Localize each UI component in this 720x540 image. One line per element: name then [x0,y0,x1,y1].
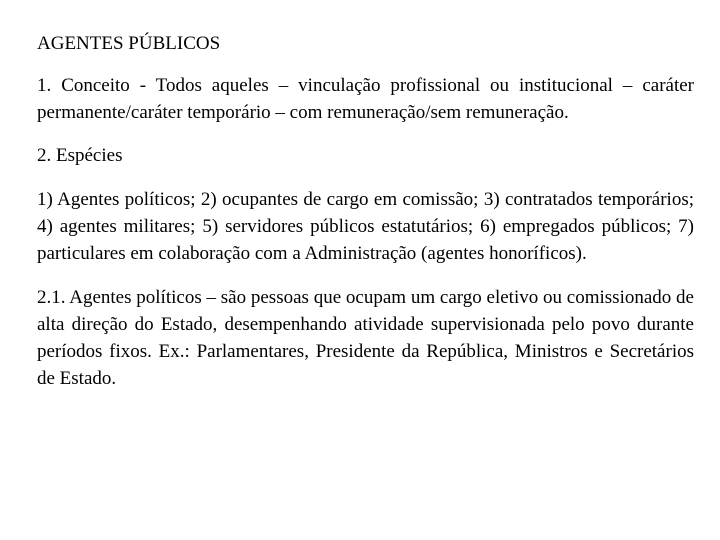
paragraph-agentes-politicos: 2.1. Agentes políticos – são pessoas que ocupam um cargo eletivo ou comissionado de alta direção do Estado, desempenhando atividade supervisionada pelo povo durante períodos fixos. Ex.: Parlamentares, Presidente da República, Ministros e Secretários de Estado. [37,287,694,389]
slide-content [37,30,694,392]
paragraph-especies-list: 1) Agentes políticos; 2) ocupantes de cargo em comissão; 3) contratados temporários; 4) agentes militares; 5) servidores públicos estatutários; 6) empregados públicos; 7) particulares em colaboração com a Administração (agentes honoríficos). [37,189,694,264]
paragraph-especies-heading: 2. Espécies [37,145,123,166]
paragraph-conceito: 1. Conceito - Todos aqueles – vinculação profissional ou institucional – caráter permanente/caráter temporário – com remuneração/sem remuneração. [37,75,694,123]
document-title: AGENTES PÚBLICOS [37,33,221,54]
